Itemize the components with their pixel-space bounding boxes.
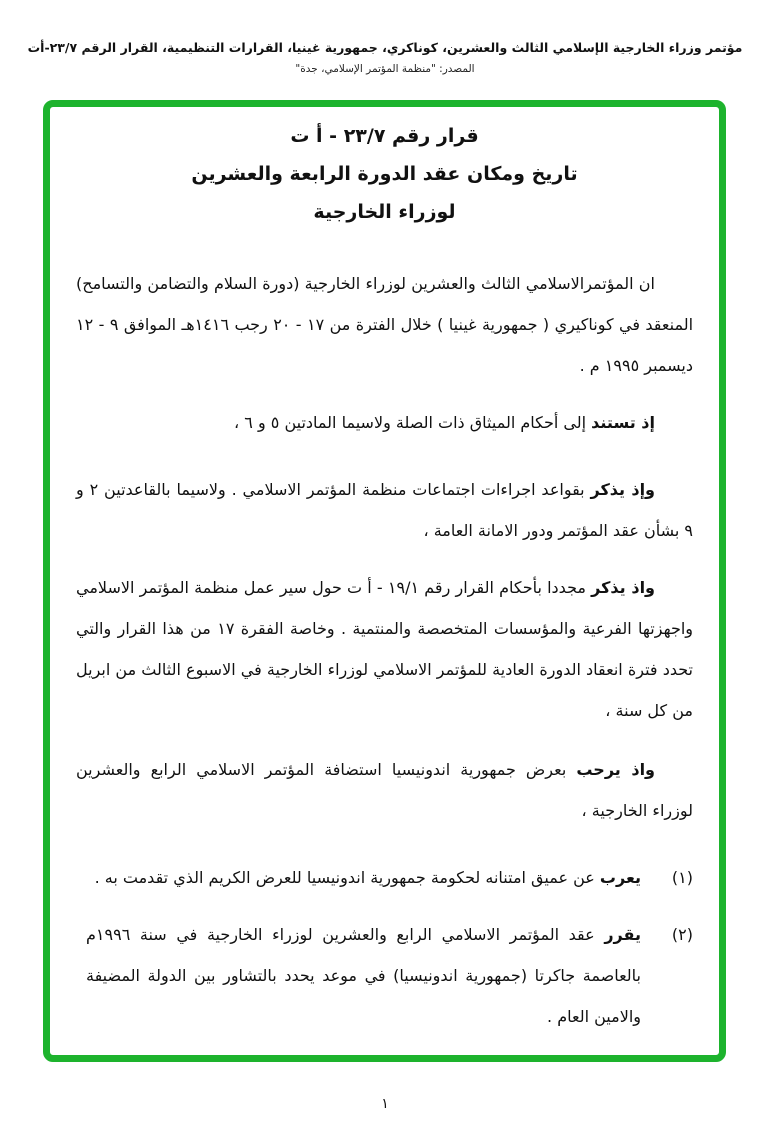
paragraph-rules-of-procedure	[76, 469, 693, 551]
item-text: عن عميق امتنانه لحكومة جمهورية اندونيسيا للعرض الكريم الذي تقدمت به .	[94, 868, 600, 887]
item-number: (٢)	[671, 925, 693, 944]
resolution-title-subject: تاريخ ومكان عقد الدورة الرابعة والعشرين	[191, 163, 578, 185]
resolution-highlight-box	[43, 100, 726, 1062]
resolution-body	[76, 263, 693, 1037]
paragraph-text: إلى أحكام الميثاق ذات الصلة ولاسيما المادتين ٥ و ٦ ،	[234, 413, 592, 432]
item-text: عقد المؤتمر الاسلامي الرابع والعشرين لوزراء الخارجية في سنة ١٩٩٦م بالعاصمة جاكرتا (جمهورية اندونيسيا) في موعد يحدد بالتشاور بين الدولة المضيفة والامين العام .	[86, 925, 641, 1026]
paragraph-text: مجددا بأحكام القرار رقم ١٩/١ - أ ت حول سير عمل منظمة المؤتمر الاسلامي واجهزتها الفرعية والمؤسسات المتخصصة والمنتمية . وخاصة الفقرة ١٧ من هذا القرار والتي تحدد فترة انعقاد الدورة العادية للمؤتمر الاسلامي لوزراء الخارجية في الاسبوع الثالث من ابريل من كل سنة ،	[76, 578, 693, 720]
resolution-item-2	[76, 914, 693, 1037]
paragraph-text: ان المؤتمرالاسلامي الثالث والعشرين لوزراء الخارجية (دورة السلام والتضامن والتسامح) المنعقد في كوناكيري ( جمهورية غينيا ) خلال الفترة من ١٧ - ٢٠ رجب ١٤١٦هـ الموافق ٩ - ١٢ ديسمبر ١٩٩٥ م .	[76, 274, 694, 375]
header-citation-line: مؤتمر وزراء الخارجية الإسلامي الثالث والعشرين، كوناكري، جمهورية غينيا، القرارات التنظيمية، القرار الرقم ٢٣/٧-أت	[27, 40, 743, 55]
page-number: ١	[381, 1096, 389, 1112]
paragraph-lead: وإذ يذكر	[590, 480, 655, 499]
resolution-title-subject2: لوزراء الخارجية	[313, 201, 456, 223]
item-lead: يقرر	[604, 925, 641, 944]
resolution-title-number: قرار رقم ٢٣/٧ - أ ت	[290, 125, 479, 147]
paragraph-text: بعرض جمهورية اندونيسيا استضافة المؤتمر الاسلامي الرابع والعشرين لوزراء الخارجية ،	[76, 760, 693, 820]
paragraph-lead: واذ يذكر	[591, 578, 655, 597]
header-source-line: المصدر: "منظمة المؤتمر الإسلامي، جدة"	[295, 63, 475, 75]
paragraph-lead: واذ يرحب	[576, 760, 655, 779]
resolution-item-1	[76, 857, 693, 898]
paragraph-preamble	[76, 263, 693, 386]
paragraph-recalling-charter	[76, 402, 693, 443]
resolution-title	[76, 117, 693, 231]
paragraph-recalling-resolution	[76, 567, 693, 731]
item-text-block	[86, 914, 641, 1037]
item-lead: يعرب	[599, 868, 641, 887]
page-footer	[0, 1096, 770, 1112]
paragraph-lead: إذ تستند	[591, 413, 655, 432]
item-number: (١)	[671, 868, 693, 887]
document-header	[0, 40, 770, 75]
paragraph-welcoming-offer	[76, 749, 693, 831]
item-text-block	[86, 857, 641, 898]
paragraph-text: بقواعد اجراءات اجتماعات منظمة المؤتمر الاسلامي . ولاسيما بالقاعدتين ٢ و ٩ بشأن عقد المؤتمر ودور الامانة العامة ،	[76, 480, 693, 540]
